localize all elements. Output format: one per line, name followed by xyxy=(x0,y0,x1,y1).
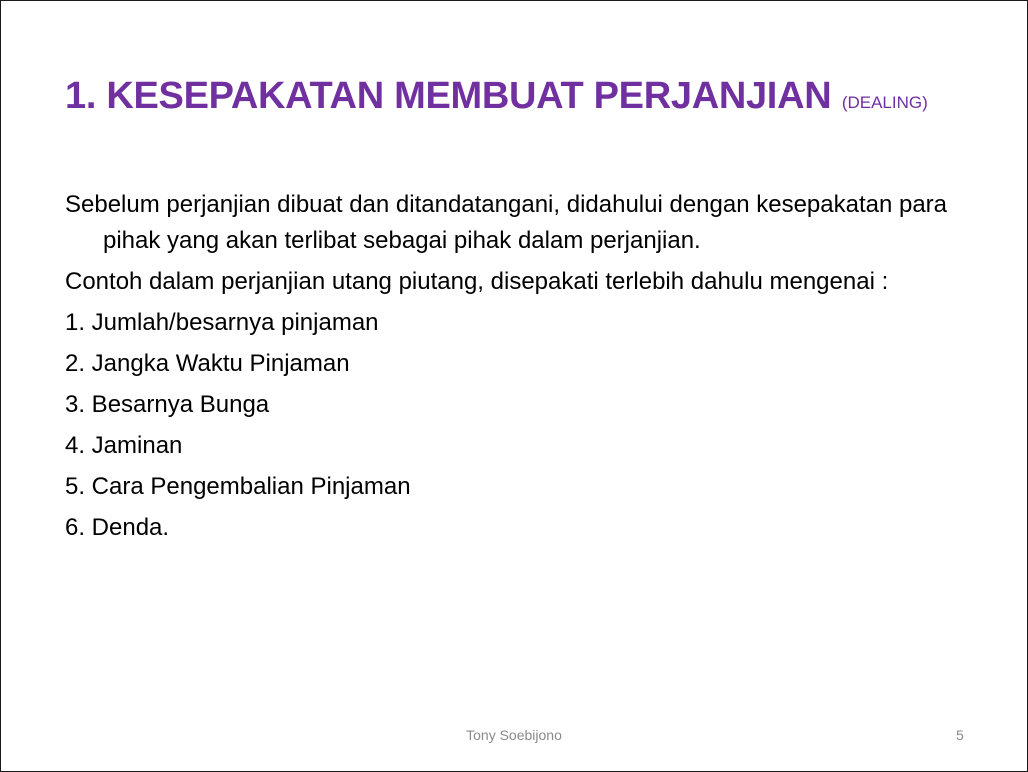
slide-body xyxy=(65,187,965,551)
title-subtitle: (DEALING) xyxy=(841,93,928,112)
list-item: 5. Cara Pengembalian Pinjaman xyxy=(65,473,411,500)
slide-title xyxy=(65,75,928,118)
footer-author: Tony Soebijono xyxy=(466,727,562,743)
list-item: 2. Jangka Waktu Pinjaman xyxy=(65,350,350,377)
paragraph: Contoh dalam perjanjian utang piutang, disepakati terlebih dahulu mengenai : xyxy=(65,268,889,295)
paragraph: Sebelum perjanjian dibuat dan ditandatangani, didahului dengan kesepakatan para pihak yang akan terlibat sebagai pihak dalam perjanjian. xyxy=(65,191,948,254)
list-item: 6. Denda. xyxy=(65,514,170,541)
list-item: 3. Besarnya Bunga xyxy=(65,391,270,418)
title-text: 1. KESEPAKATAN MEMBUAT PERJANJIAN xyxy=(65,75,832,117)
page-number: 5 xyxy=(956,727,964,743)
list-item: 1. Jumlah/besarnya pinjaman xyxy=(65,309,379,336)
list-item: 4. Jaminan xyxy=(65,432,183,459)
